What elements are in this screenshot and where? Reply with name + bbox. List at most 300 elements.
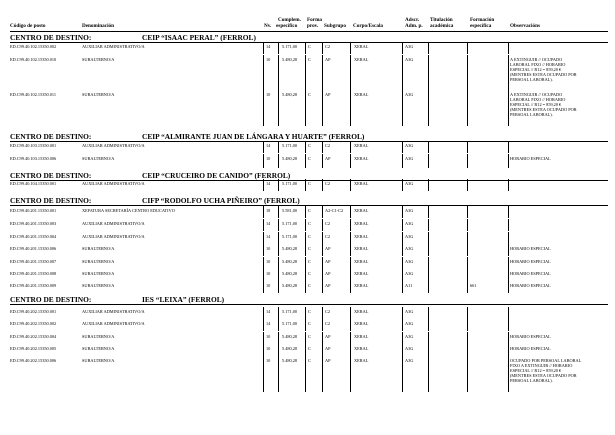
cell-adscr: A3G (405, 321, 414, 326)
cell-forma: C (308, 221, 311, 226)
section-label: CENTRO DE DESTINO: (10, 33, 92, 42)
cell-adscr: A3G (405, 92, 414, 97)
cell-subgrupo: C2 (325, 221, 331, 226)
cell-codigo: ED.C99.40.102.15350.011 (10, 92, 57, 97)
table-row (0, 246, 615, 256)
column-divider (305, 206, 306, 218)
column-divider (305, 356, 306, 392)
cell-forma: C (308, 44, 311, 49)
column-divider (305, 55, 306, 91)
cell-adscr: A3G (405, 259, 414, 264)
cell-denom: SUBALTERNO/A (82, 334, 115, 339)
column-divider (508, 55, 509, 91)
column-divider (278, 42, 279, 54)
column-divider (402, 244, 403, 256)
column-divider (428, 179, 429, 191)
cell-subgrupo: AP (325, 346, 331, 351)
cell-denom: AUXILIAR ADMINISTRATIVO/A (82, 321, 145, 326)
column-divider (350, 232, 351, 244)
cell-codigo: ED.C99.40.201.15350.008 (10, 271, 57, 276)
cell-codigo: ED.C99.40.201.15350.007 (10, 259, 57, 264)
column-divider (402, 344, 403, 356)
cell-observacions: HORARIO ESPECIAL (510, 334, 551, 339)
cell-nv: 14 (266, 321, 271, 326)
column-divider (322, 154, 323, 168)
column-divider (467, 269, 468, 281)
column-divider (305, 232, 306, 244)
column-divider (350, 154, 351, 168)
column-divider (467, 141, 468, 153)
cell-corpo: XERAL (354, 246, 369, 251)
col-titulacion-header-2: académica (430, 23, 454, 29)
cell-denom: AUXILIAR ADMINISTRATIVO/A (82, 309, 145, 314)
cell-subgrupo: AP (325, 246, 331, 251)
cell-observacions: HORARIO ESPECIAL (510, 346, 551, 351)
column-divider (402, 281, 403, 293)
column-divider (428, 55, 429, 91)
table-row (0, 92, 615, 126)
cell-nv: 14 (266, 309, 271, 314)
column-divider (350, 244, 351, 256)
cell-subgrupo: C2 (325, 309, 331, 314)
column-divider (322, 356, 323, 392)
cell-forma: C (308, 259, 311, 264)
col-denominacion-header: Denominación (82, 23, 114, 29)
column-divider (263, 206, 264, 218)
column-divider (350, 219, 351, 231)
column-divider (305, 257, 306, 269)
cell-codigo: ED.C99.40.201.15350.006 (10, 246, 57, 251)
column-divider (322, 307, 323, 319)
column-divider (428, 42, 429, 54)
column-divider (428, 154, 429, 168)
header-rule (10, 31, 608, 32)
cell-adscr: A3G (405, 44, 414, 49)
column-divider (402, 257, 403, 269)
column-divider (322, 206, 323, 218)
col-titulacion-header: Titulación (430, 17, 453, 23)
table-row (0, 309, 615, 319)
cell-corpo: XERAL (354, 321, 369, 326)
column-divider (278, 154, 279, 168)
cell-denom: SUBALTERNO/A (82, 57, 115, 62)
column-divider (402, 356, 403, 392)
cell-observacions: HORARIO ESPECIAL (510, 246, 551, 251)
cell-nv: 10 (266, 246, 271, 251)
section-label: CENTRO DE DESTINO: (10, 132, 92, 141)
column-divider (467, 42, 468, 54)
table-row (0, 181, 615, 191)
cell-corpo: XERAL (354, 92, 369, 97)
cell-observacions: (MENTRES ESTEA OCUPADO POR (510, 107, 577, 113)
cell-denom: AUXILIAR ADMINISTRATIVO/A (82, 181, 145, 186)
cell-observacions: (MENTRES ESTEA OCUPADO POR (510, 72, 577, 78)
cell-complem: 5.171,00 (282, 44, 298, 49)
cell-nv: 14 (266, 143, 271, 148)
column-divider (263, 55, 264, 91)
cell-nv: 10 (266, 358, 271, 363)
column-divider (508, 269, 509, 281)
cell-subgrupo: AP (325, 283, 331, 288)
cell-codigo: ED.C99.40.104.15350.001 (10, 181, 57, 186)
column-divider (322, 90, 323, 126)
column-divider (278, 281, 279, 293)
cell-codigo: ED.C99.40.202.15350.004 (10, 334, 57, 339)
cell-observacions: PERSOAL LABORAL). (510, 378, 553, 384)
column-divider (278, 232, 279, 244)
cell-denom: AUXILIAR ADMINISTRATIVO/A (82, 44, 145, 49)
cell-adscr: A3G (405, 346, 414, 351)
column-divider (278, 141, 279, 153)
cell-observacions: FIXO A EXTINGUIR // HORARIO (510, 363, 573, 369)
cell-corpo: XERAL (354, 221, 369, 226)
cell-forma: C (308, 358, 311, 363)
section-label: CENTRO DE DESTINO: (10, 196, 92, 205)
section-center-name: CEIP “CRUCEIRO DE CANIDO” (FERROL) (142, 171, 291, 180)
cell-codigo: ED.C99.40.103.15350.001 (10, 143, 57, 148)
cell-corpo: XERAL (354, 334, 369, 339)
column-divider (263, 179, 264, 191)
column-divider (428, 356, 429, 392)
cell-nv: 10 (266, 334, 271, 339)
cell-adscr: A3G (405, 334, 414, 339)
column-divider (508, 154, 509, 168)
column-divider (508, 356, 509, 392)
column-divider (278, 356, 279, 392)
cell-codigo: ED.C99.40.201.15350.004 (10, 234, 57, 239)
column-divider (322, 257, 323, 269)
column-divider (508, 232, 509, 244)
column-divider (467, 90, 468, 126)
section-label: CENTRO DE DESTINO: (10, 295, 92, 304)
cell-nv: 14 (266, 221, 271, 226)
column-divider (263, 281, 264, 293)
cell-codigo: ED.C99.40.201.15350.009 (10, 283, 57, 288)
cell-subgrupo: AP (325, 358, 331, 363)
column-divider (508, 206, 509, 218)
column-divider (322, 55, 323, 91)
table-row (0, 234, 615, 244)
cell-nv: 14 (266, 181, 271, 186)
cell-forma: C (308, 156, 311, 161)
column-divider (350, 344, 351, 356)
column-divider (428, 90, 429, 126)
column-divider (278, 257, 279, 269)
table-row (0, 271, 615, 281)
table-row (0, 208, 615, 218)
column-divider (402, 332, 403, 344)
cell-subgrupo: C2 (325, 234, 331, 239)
cell-codigo: ED.C99.40.202.15350.002 (10, 321, 57, 326)
column-divider (508, 281, 509, 293)
column-divider (305, 281, 306, 293)
column-divider (402, 179, 403, 191)
cell-corpo: XERAL (354, 143, 369, 148)
column-divider (428, 281, 429, 293)
table-row (0, 334, 615, 344)
column-divider (322, 219, 323, 231)
column-divider (402, 55, 403, 91)
column-divider (428, 141, 429, 153)
table-row (0, 358, 615, 392)
table-row (0, 259, 615, 269)
column-divider (467, 281, 468, 293)
column-divider (428, 332, 429, 344)
cell-denom: SUBALTERNO/A (82, 271, 115, 276)
cell-codigo: ED.C99.40.102.15350.010 (10, 57, 57, 62)
column-divider (428, 219, 429, 231)
cell-complem: 5.171,00 (282, 309, 298, 314)
cell-observacions: HORARIO ESPECIAL (510, 283, 551, 288)
column-divider (305, 90, 306, 126)
cell-corpo: XERAL (354, 259, 369, 264)
column-divider (508, 179, 509, 191)
cell-subgrupo: AP (325, 92, 331, 97)
cell-denom: SUBALTERNO/A (82, 259, 115, 264)
cell-corpo: XERAL (354, 309, 369, 314)
column-divider (305, 219, 306, 231)
cell-subgrupo: A2-C1-C2 (325, 208, 344, 213)
column-divider (467, 307, 468, 319)
column-divider (467, 206, 468, 218)
cell-complem: 5.480,28 (282, 57, 298, 62)
cell-denom: SUBALTERNO/A (82, 283, 115, 288)
cell-observacions: A EXTINGUIR // OCUPADO (510, 92, 563, 97)
column-divider (278, 55, 279, 91)
column-divider (322, 232, 323, 244)
cell-codigo: ED.C99.40.102.15350.002 (10, 44, 57, 49)
column-divider (305, 269, 306, 281)
col-complem-header-2: específico (276, 23, 298, 29)
cell-denom: AUXILIAR ADMINISTRATIVO/A (82, 143, 145, 148)
column-divider (467, 219, 468, 231)
column-divider (322, 344, 323, 356)
column-divider (508, 90, 509, 126)
column-divider (263, 319, 264, 331)
column-divider (278, 319, 279, 331)
cell-denom: SUBALTERNO/A (82, 346, 115, 351)
section-rule (10, 205, 608, 206)
column-divider (350, 55, 351, 91)
column-divider (305, 179, 306, 191)
col-codigo-header: Código de posto (10, 23, 46, 29)
cell-corpo: XERAL (354, 358, 369, 363)
column-divider (402, 206, 403, 218)
column-divider (278, 344, 279, 356)
column-divider (467, 244, 468, 256)
column-divider (263, 141, 264, 153)
section-center-name: IES “LEIXA” (FERROL) (142, 295, 225, 304)
cell-forma: C (308, 208, 311, 213)
column-divider (467, 344, 468, 356)
column-divider (278, 219, 279, 231)
cell-complem: 5.480,28 (282, 334, 298, 339)
cell-corpo: XERAL (354, 234, 369, 239)
cell-corpo: XERAL (354, 156, 369, 161)
column-divider (305, 244, 306, 256)
column-divider (428, 244, 429, 256)
column-divider (402, 219, 403, 231)
column-divider (263, 307, 264, 319)
column-divider (428, 257, 429, 269)
cell-complem: 5.480,28 (282, 271, 298, 276)
column-divider (263, 244, 264, 256)
cell-formacion: 661 (470, 283, 477, 288)
column-divider (508, 42, 509, 54)
cell-corpo: XERAL (354, 208, 369, 213)
column-divider (263, 154, 264, 168)
cell-denom: SUBALTERNO/A (82, 246, 115, 251)
cell-forma: C (308, 271, 311, 276)
cell-complem: 5.480,28 (282, 283, 298, 288)
cell-codigo: ED.C99.40.201.15350.001 (10, 208, 57, 213)
column-divider (322, 269, 323, 281)
section-rule (10, 141, 608, 142)
cell-subgrupo: C2 (325, 181, 331, 186)
column-divider (402, 307, 403, 319)
cell-codigo: ED.C99.40.202.15350.001 (10, 309, 57, 314)
column-divider (305, 307, 306, 319)
cell-denom: XEFATURA SECRETARÍA CENTRO EDUCATIVO (82, 208, 175, 213)
cell-adscr: A3G (405, 234, 414, 239)
col-complem-header: Complem. (278, 17, 301, 23)
column-divider (428, 307, 429, 319)
cell-adscr: A3G (405, 246, 414, 251)
column-divider (467, 179, 468, 191)
column-divider (350, 257, 351, 269)
cell-complem: 5.171,00 (282, 143, 298, 148)
column-divider (508, 307, 509, 319)
cell-subgrupo: C2 (325, 321, 331, 326)
cell-forma: C (308, 57, 311, 62)
column-divider (428, 319, 429, 331)
cell-complem: 5.171,00 (282, 181, 298, 186)
cell-codigo: ED.C99.40.103.15350.006 (10, 156, 57, 161)
column-divider (402, 319, 403, 331)
column-divider (263, 257, 264, 269)
column-divider (263, 356, 264, 392)
cell-codigo: ED.C99.40.201.15350.003 (10, 221, 57, 226)
col-formacion-header: Formación (470, 17, 495, 23)
column-divider (305, 344, 306, 356)
column-divider (278, 90, 279, 126)
column-divider (322, 42, 323, 54)
cell-subgrupo: C2 (325, 143, 331, 148)
column-divider (467, 154, 468, 168)
column-divider (402, 269, 403, 281)
cell-adscr: A3G (405, 156, 414, 161)
column-divider (467, 257, 468, 269)
column-divider (350, 179, 351, 191)
cell-denom: SUBALTERNO/A (82, 156, 115, 161)
col-formacion-header-2: específica (470, 23, 492, 29)
column-divider (350, 269, 351, 281)
cell-observacions: OCUPADO POR PERSOAL LABORAL (510, 358, 582, 363)
col-observacions-header: Observacións (510, 23, 540, 29)
cell-denom: SUBALTERNO/A (82, 358, 115, 363)
cell-adscr: A3G (405, 143, 414, 148)
cell-forma: C (308, 181, 311, 186)
cell-adscr: A3G (405, 309, 414, 314)
column-divider (402, 90, 403, 126)
column-divider (350, 42, 351, 54)
column-divider (322, 179, 323, 191)
column-divider (350, 356, 351, 392)
cell-nv: 18 (266, 208, 271, 213)
cell-observacions: HORARIO ESPECIAL (510, 271, 551, 276)
cell-subgrupo: AP (325, 271, 331, 276)
cell-nv: 10 (266, 283, 271, 288)
cell-observacions: ESPECIAL // R12 = 859,20 € (510, 368, 562, 374)
column-divider (350, 141, 351, 153)
column-divider (467, 55, 468, 91)
column-divider (350, 90, 351, 126)
cell-nv: 10 (266, 156, 271, 161)
column-divider (305, 154, 306, 168)
cell-complem: 5.581,00 (282, 208, 298, 213)
cell-forma: C (308, 346, 311, 351)
column-divider (508, 141, 509, 153)
cell-nv: 14 (266, 234, 271, 239)
column-divider (263, 219, 264, 231)
cell-nv: 10 (266, 92, 271, 97)
col-corpo-header: Corpo/Escala (353, 23, 383, 29)
col-subgrupo-header: Subgrupo (324, 23, 346, 29)
cell-forma: C (308, 321, 311, 326)
col-adscr-header-2: Adm. p. (405, 23, 423, 29)
cell-observacions: A EXTINGUIR // OCUPADO (510, 57, 563, 62)
cell-subgrupo: AP (325, 334, 331, 339)
cell-nv: 10 (266, 346, 271, 351)
cell-subgrupo: AP (325, 57, 331, 62)
cell-forma: C (308, 234, 311, 239)
column-divider (263, 42, 264, 54)
column-divider (278, 206, 279, 218)
column-divider (278, 244, 279, 256)
col-forma-header-2: prov. (307, 23, 319, 29)
cell-codigo: ED.C99.40.202.15350.005 (10, 346, 57, 351)
cell-complem: 5.480,28 (282, 156, 298, 161)
cell-complem: 5.480,28 (282, 246, 298, 251)
cell-nv: 10 (266, 271, 271, 276)
column-divider (263, 269, 264, 281)
column-divider (402, 154, 403, 168)
section-label: CENTRO DE DESTINO: (10, 171, 92, 180)
table-row (0, 143, 615, 153)
cell-nv: 10 (266, 57, 271, 62)
section-center-name: CIFP “RODOLFO UCHA PIÑEIRO” (FERROL) (142, 196, 300, 205)
table-row (0, 283, 615, 293)
cell-forma: C (308, 92, 311, 97)
cell-corpo: XERAL (354, 271, 369, 276)
cell-denom: SUBALTERNO/A (82, 92, 115, 97)
column-divider (263, 232, 264, 244)
section-rule (10, 304, 608, 305)
cell-adscr: A3G (405, 208, 414, 213)
cell-complem: 5.480,28 (282, 346, 298, 351)
cell-subgrupo: AP (325, 259, 331, 264)
table-row (0, 321, 615, 331)
cell-corpo: XERAL (354, 346, 369, 351)
column-divider (508, 244, 509, 256)
column-divider (428, 232, 429, 244)
cell-forma: C (308, 309, 311, 314)
section-center-name: CEIP “ALMIRANTE JUAN DE LÁNGARA Y HUARTE” (FERROL) (142, 132, 365, 141)
column-divider (322, 332, 323, 344)
cell-nv: 14 (266, 44, 271, 49)
cell-adscr: A3G (405, 57, 414, 62)
column-divider (508, 257, 509, 269)
